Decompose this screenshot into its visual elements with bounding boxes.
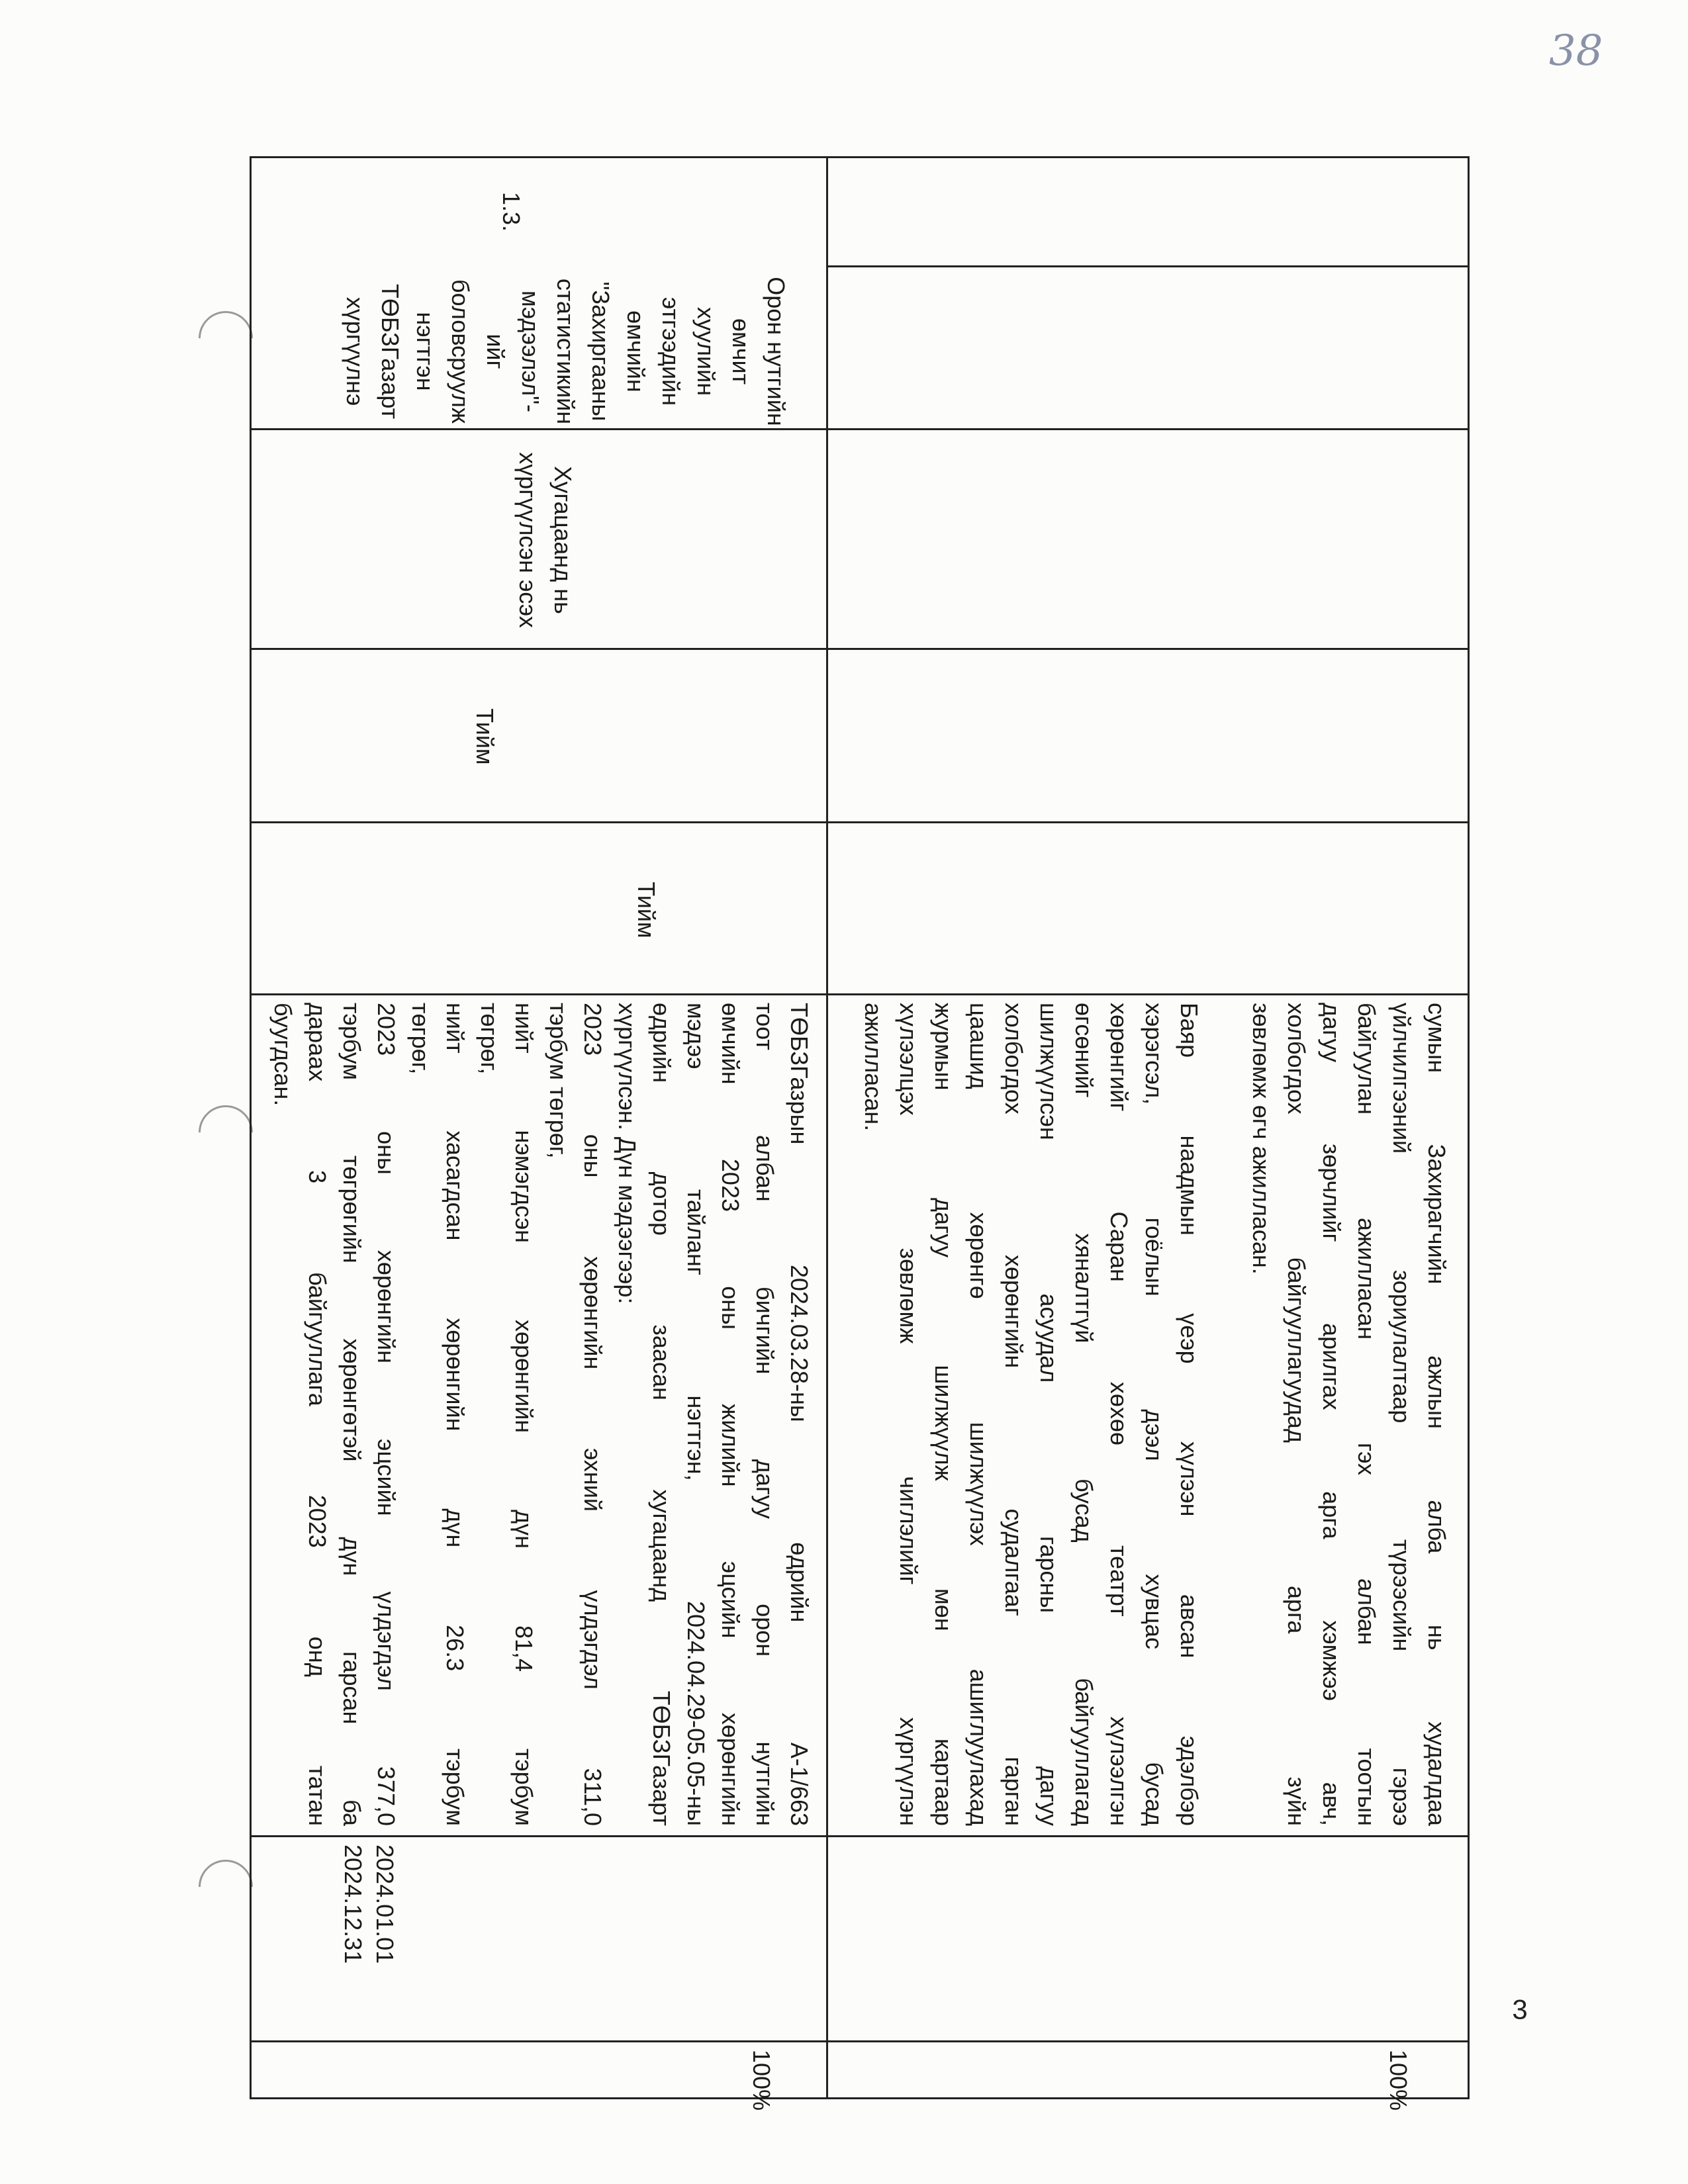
text-line: хүргүүлнэ xyxy=(342,296,369,406)
text-line: шилжүүлсэн асуудал гарсны дагуу xyxy=(1035,1003,1062,1826)
col-divider xyxy=(252,993,1468,995)
text-line: хүргүүлсэн. Дүн мэдээгээр: xyxy=(614,1003,641,1304)
text-line: өмчит хуулийн xyxy=(692,306,755,396)
text-line: тэрбум төгрөг, xyxy=(545,1003,572,1159)
text-line: холбогдох байгууллагуудад арга зүйн xyxy=(1283,1003,1310,1826)
baseline-cell xyxy=(467,657,502,816)
text-line: холбогдох хөрөнгийн судалгааг гарган xyxy=(1000,1003,1027,1826)
text-line: дараах 3 байгууллага 2023 онд татан xyxy=(304,1003,331,1826)
text-line: 2023 оны хөрөнгийн эцсийн үлдэгдэл 377,0 xyxy=(373,1003,400,1826)
text-line: ажилласан. xyxy=(860,1003,887,1132)
achievement-paragraph-2 xyxy=(856,1003,1207,1826)
text-line: өдрийн дотор заасан хугацаанд ТӨБЗГазарт xyxy=(648,1003,675,1826)
text-line: үйлчилгээний зориулалтаар түрээсийн гэрээ xyxy=(1388,1003,1415,1826)
text-line: тоот албан бичгийн дагуу орон нутгийн xyxy=(751,1003,778,1826)
text-line: дагуу зөрчлийг арилгах арга хэмжээ авч, xyxy=(1318,1003,1345,1826)
col-divider xyxy=(252,2040,1468,2042)
text-line: буугдсан. xyxy=(269,1003,297,1107)
text-line: мэдээ тайланг нэгтгэн, 2024.04.29-05.05-ны xyxy=(682,1003,710,1826)
target-cell xyxy=(629,831,664,989)
text-line: хэрэгсэл, гоёлын дээл хувцас бусад xyxy=(1141,1003,1168,1826)
achievement-paragraph-1 xyxy=(1244,1003,1454,1826)
achievement-cell-1-3 xyxy=(265,1003,816,1826)
text-line: нэгтгэн xyxy=(412,312,439,391)
text-line: "Захиргааны xyxy=(587,281,614,422)
text-line: сумын Захирагчийн ажлын алба нь худалдаа xyxy=(1423,1003,1450,1826)
end-date: 2024.12.31 xyxy=(340,1844,367,1964)
percent-cell-top xyxy=(1381,2050,1416,2111)
text-line: нийт хасагдсан хөрөнгийн дүн 26.3 тэрбум xyxy=(442,1003,469,1826)
text-line: төгрөг, xyxy=(476,1003,503,1075)
text-line: ТӨБЗГазрын 2024.03.28-ны өдрийн А-1/663 xyxy=(786,1003,813,1826)
text-line: хүргүүлсэн эсэх xyxy=(514,452,541,628)
text-line: байгуулан ажилласан гэх албан тоотын xyxy=(1353,1003,1380,1826)
text-line: төгрөг, xyxy=(407,1003,434,1075)
text-line: Хугацаанд нь xyxy=(549,466,577,614)
text-line: боловсруулж xyxy=(447,279,474,424)
text-line: Баяр наадмын үеэр хүлээн авсан эдэлбэр xyxy=(1176,1003,1203,1826)
text-line: ТӨБЗГазарт xyxy=(377,283,404,420)
achievement-cell-top xyxy=(856,1003,1454,1826)
col-divider xyxy=(252,821,1468,823)
text-line: Орон нутгийн xyxy=(763,277,790,426)
page-number: 3 xyxy=(1512,1993,1528,2025)
target-value: Тийм xyxy=(633,882,660,938)
text-line: зөвлөмж өгч ажилласан. xyxy=(1248,1003,1275,1275)
percent-value: 100% xyxy=(1385,2050,1412,2111)
col-divider xyxy=(252,648,1468,650)
text-line: нийт нэмэгдсэн хөрөнгийн дүн 81,4 тэрбум xyxy=(510,1003,538,1826)
row-number: 1.3. xyxy=(498,191,525,232)
dates-cell xyxy=(337,1844,400,2036)
col-divider xyxy=(252,1835,1468,1837)
text-line: журмын дагуу шилжүүлж мөн картаар xyxy=(930,1003,957,1826)
row-number-cell xyxy=(494,158,529,265)
row-divider xyxy=(826,158,828,2097)
text-line: этгээдийн xyxy=(657,296,684,406)
text-line: хүлээлцэх зөвлөмж чиглэлийг хүргүүлэн xyxy=(895,1003,922,1826)
text-line: өмчийн xyxy=(622,310,649,392)
col-divider xyxy=(252,428,1468,430)
text-line: цаашид хөрөнгө шилжүүлэх ашиглуулахад xyxy=(965,1003,992,1826)
task-cell xyxy=(338,275,794,428)
text-line: өмчийн 2023 оны жилийн эцсийн хөрөнгийн xyxy=(717,1003,744,1826)
table xyxy=(250,156,1470,2111)
text-line: өгсөнийг хяналтгүй бусад байгууллагад xyxy=(1070,1003,1098,1826)
text-line: хөрөнгийг Саран хөхөө театрт хүлээлгэн xyxy=(1105,1003,1133,1826)
text-line: статистикийн xyxy=(552,278,579,425)
handwritten-page-number: 38 xyxy=(1549,26,1603,75)
text-line: мэдээлэл"-ийг xyxy=(482,290,544,413)
percent-value: 100% xyxy=(748,2050,775,2111)
percent-cell-1-3 xyxy=(744,2050,779,2111)
text-line: 2023 оны хөрөнгийн эхний үлдэгдэл 311,0 xyxy=(579,1003,606,1826)
baseline-value: Тийм xyxy=(471,708,498,765)
text-line: тэрбум төгрөгийн хөрөнгөтэй дүн гарсан ба xyxy=(338,1003,365,1826)
start-date: 2024.01.01 xyxy=(371,1844,399,1964)
indicator-cell xyxy=(510,437,581,643)
col-divider xyxy=(828,265,1468,267)
